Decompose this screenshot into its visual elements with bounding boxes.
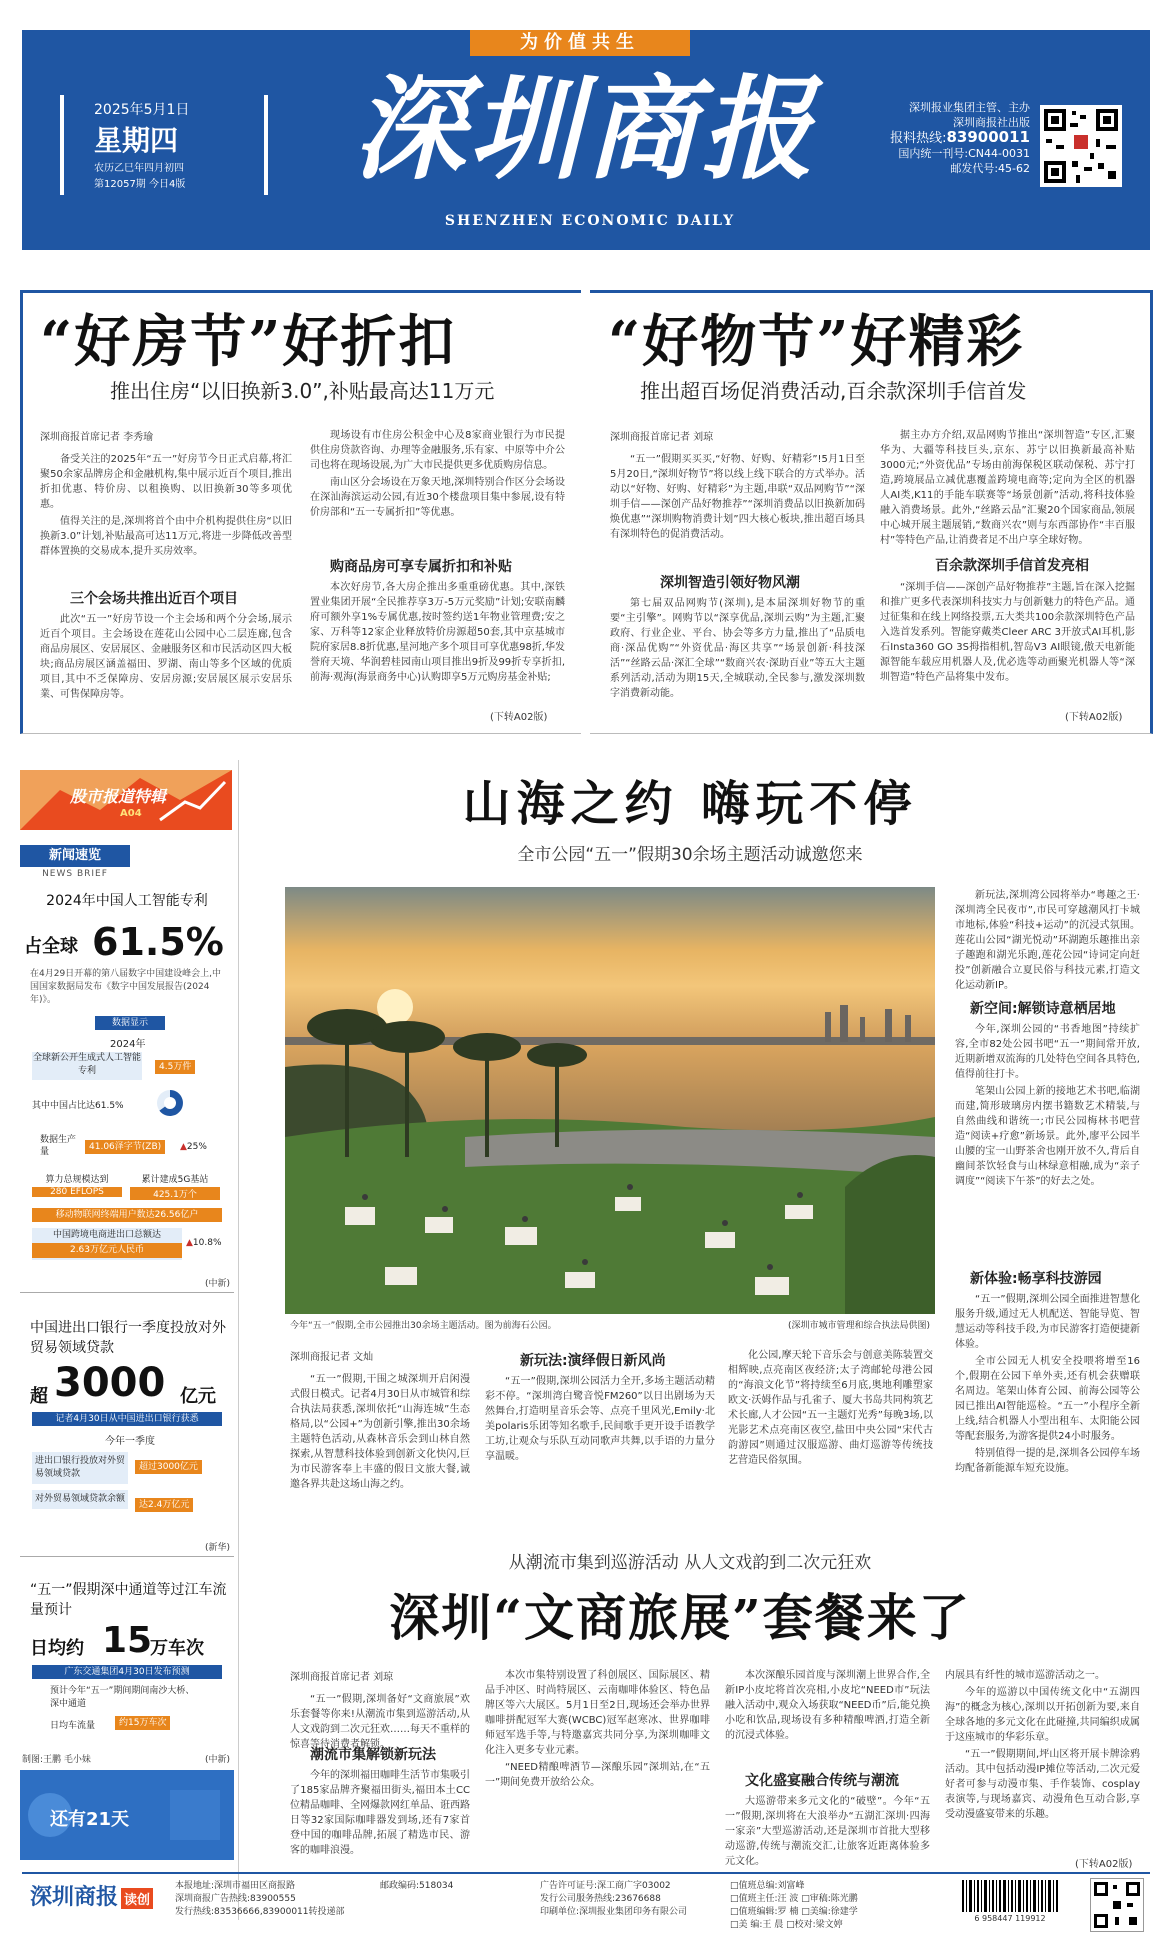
tourism-story-paragraph: 大巡游带来多元文化的“破壁”。今年“五一”假期,深圳将在大浪举办“五湖汇深圳·四海一家亲”大型巡游活动,还是深圳市首批大型移动巡游,传统与潮流交汇,让旅客近距离体验多元文化。 xyxy=(725,1796,930,1867)
china-share-pie-icon xyxy=(155,1088,185,1118)
countdown-text: 还有21天 xyxy=(50,1809,130,1830)
tourism-story-col1-top xyxy=(290,1692,470,1750)
5g-station-value: 425.1万个 xyxy=(130,1187,220,1200)
ai-patent-stat xyxy=(20,920,234,964)
5g-station-box xyxy=(130,1172,220,1200)
story2-paragraph: “五一”假期买买买,“好物、好购、好精彩”!5月1日至5月20日,“深圳好物节”将以线上线下联合的方式举办。活动以“好物、好购、好精彩”为主题,串联“双品网购节”“深圳手信——深创产品好物推荐”“深圳消费品以旧换新加码焕优惠”“深圳购物消费计划”四大核心板块,推出超百场具有深圳特色的促消费活动。 xyxy=(610,454,865,540)
traffic-row2-label: 日均车流量 xyxy=(50,1721,96,1731)
story1-col1-bottom xyxy=(40,612,292,722)
park-story-headline[interactable]: 山海之约 嗨玩不停 xyxy=(462,776,918,832)
footer-service-line: 发行公司服务热线:23676688 xyxy=(540,1894,661,1904)
story1-paragraph: 南山区分会场设在万象天地,深圳特别合作区分会场设在深汕海滨运动公园,有近30个楼盘项目集中参展,设有特价房部和“五一专属折扣”等优惠。 xyxy=(310,477,565,518)
hotline-number: 83900011 xyxy=(946,128,1030,146)
park-story-paragraph: 笔架山公园上新的接地艺术书吧,临湖而建,简形玻璃房内摆书籍数艺术精装,与自然曲线和谐统一;市民公园梅林书吧营造“阅读+疗愈”新场景。此外,廖平公园半山腰的宝一山野茶舍也刚开放不久,背后自幽间茶饮轻食与山林绿意相融,成为“亲子调度”“阅读下午茶”的好去之处。 xyxy=(955,1086,1140,1187)
park-story-col4-bottom xyxy=(955,1292,1140,1532)
footer-editor-line: □值班总编:刘富峰 xyxy=(730,1881,805,1891)
tourism-story-headline[interactable]: 深圳“文商旅展”套餐来了 xyxy=(389,1588,971,1647)
ai-gen-patent-value: 4.5万件 xyxy=(155,1060,195,1074)
source-tag: (中新) xyxy=(205,1755,231,1765)
bank-loan-title: 中国进出口银行一季度投放对外贸易领域贷款 xyxy=(30,1320,226,1356)
footer-license xyxy=(540,1880,720,1919)
newspaper-logo: 深圳商报 xyxy=(353,64,817,195)
tourism-story-col3-bottom xyxy=(725,1794,930,1868)
publisher-line-2: 深圳商报社出版 xyxy=(953,116,1030,129)
photo-credit: (深圳市城市管理和综合执法局供图) xyxy=(787,1321,930,1331)
tourism-story-continued[interactable]: (下转A02版) xyxy=(1075,1859,1133,1870)
park-story-col3 xyxy=(728,1348,933,1532)
chart-credit: 制图:王鹏 毛小妹 xyxy=(22,1755,91,1765)
story2-byline: 深圳商报首席记者 刘琼 xyxy=(610,432,714,443)
tourism-story-col3-top xyxy=(725,1668,930,1768)
issue-date: 2025年5月1日 xyxy=(94,102,190,118)
hotline xyxy=(880,130,1030,146)
park-story-paragraph: “五一”假期,深圳公园全面推进智慧化服务升级,通过无人机配送、智能导览、智慧运动等科技手段,为市民游客打造便捷新体验。 xyxy=(955,1294,1140,1350)
tourism-story-subtitle-a: 潮流市集解锁新玩法 xyxy=(310,1747,436,1763)
stock-report-banner[interactable] xyxy=(20,770,232,830)
story1-subhead: 推出住房“以旧换新3.0”,补贴最高达11万元 xyxy=(110,379,495,403)
story2-paragraph: 据主办方介绍,双品网购节推出“深圳智造”专区,汇聚华为、大疆等科技巨头,京东、苏宁以旧换新最高补贴3000元;“外资优品”专场由前海保税区联动保税、苏宁打造,跨境展品立减优惠覆盖跨境电商等;定向为全区的机器人AI类,K11的手能车联赛等“场景创新”活动,将科技体验融入消费场景。此外,“丝路云品”汇聚20个国家商品,领展中心城开展主题展销,“数商兴农”则与东西部协作“丰百服村”等特色产品,让消费者足不出户享全球好物。 xyxy=(880,430,1135,546)
issue-number: 第12057期 今日4版 xyxy=(94,179,186,190)
story1-col1-top xyxy=(40,452,292,587)
china-share-label: 其中中国占比达61.5% xyxy=(32,1101,124,1111)
5g-station-label: 累计建成5G基站 xyxy=(141,1175,209,1185)
compute-power-label: 算力总规模达到 xyxy=(45,1175,109,1185)
footer-editor-line: □值班编辑:罗 楠 □美编:徐建学 xyxy=(730,1907,858,1917)
footer-address xyxy=(175,1880,375,1919)
news-brief-english: NEWS BRIEF xyxy=(42,869,108,879)
story2-continued[interactable]: (下转A02版) xyxy=(1065,712,1123,723)
footer-logo xyxy=(30,1880,160,1910)
photo-caption xyxy=(290,1318,930,1331)
story2-col2-bottom xyxy=(880,580,1135,708)
cross-border-label: 中国跨境电商进出口总额达 xyxy=(52,1230,161,1240)
photo-caption-text: 今年“五一”假期,全市公园推出30余场主题活动。图为前海石公园。 xyxy=(290,1321,557,1331)
story1-continued[interactable]: (下转A02版) xyxy=(490,712,548,723)
story2-paragraph: 第七届双品网购节(深圳),是本届深圳好物节的重要“主引擎”。网购节以“深享优品,深圳云购”为主题,汇聚政府、行业企业、平台、协会等多方力量,推出了“品质电商·深品优购”“外资优品·海区共享”“场景创新·科技深活”“丝路云品·深汇全球”“数商兴农·深助百业”等五大主题系列活动,活动为期15天,全城联动,全民参与,激发深圳数字消费新动能。 xyxy=(610,598,865,699)
tourism-story-paragraph: “五一”假期,深圳备好“文商旅展”欢乐套餐等你来!从潮流市集到巡游活动,从人文戏韵到二次元狂欢……每天不重样的惊喜等待消费者解锁。 xyxy=(290,1694,470,1750)
traffic-title: “五一”假期深中通道等过江车流量预计 xyxy=(30,1582,227,1618)
tourism-story-paragraph: 今年的深圳福田咖啡生活节市集吸引了185家品牌齐聚福田街头,福田本土CC位精品咖啡、全网爆款网红单品、诳西路日等32家国际咖啡器发到场,还有7家首登中国的咖啡品牌,拓展了精选市民、游客的咖啡浪漫。 xyxy=(290,1770,470,1856)
footer-license-line: 广告许可证号:深工商广字03002 xyxy=(540,1881,671,1891)
park-story-col2 xyxy=(485,1374,715,1532)
story2-col1-bottom xyxy=(610,596,865,721)
park-story-paragraph: 今年,深圳公园的“书香地图”持续扩容,全市82处公园书吧“五一”期间常开放,近期新增双流海的几处特色空间各具特色,值得前往打卡。 xyxy=(955,1024,1140,1080)
story2-subtitle-b: 百余款深圳手信首发亮相 xyxy=(935,558,1089,574)
tourism-story-col4 xyxy=(945,1668,1140,1854)
data-production-value: 41.06泽字节(ZB) xyxy=(85,1140,165,1154)
footer-editor-line: □美 编:王 晨 □校对:梁文婷 xyxy=(730,1920,843,1930)
footer-postcode: 邮政编码:518034 xyxy=(380,1881,454,1891)
tourism-story-paragraph: 本次深酿乐园首度与深圳潮上世界合作,全新IP小皮坨将首次亮相,小皮坨“NEED市”玩法融入活动中,观众入场获取“NEED币”后,能兑换小吃和饮品,现场设有多种精酿啤酒,打造全新的沉浸式体验。 xyxy=(725,1670,930,1741)
story2-subtitle-a: 深圳智造引领好物风潮 xyxy=(660,575,800,591)
data-production-label: 数据生产量 xyxy=(40,1135,77,1157)
data-production-growth-value: 25% xyxy=(186,1142,207,1152)
story1-paragraph: 值得关注的是,深圳将首个由中介机构提供住房“以旧换新3.0”计划,补贴最高可达11万元,将进一步降低改善型群体置换的交易成本,提升买房效率。 xyxy=(40,516,292,557)
newspaper-logo-english: SHENZHEN ECONOMIC DAILY xyxy=(444,213,736,229)
ai-patent-note: 在4月29日开幕的第八届数字中国建设峰会上,中国国家数据局发布《数字中国发展报告(2024年)》。 xyxy=(30,969,222,1005)
tourism-story-kicker: 从潮流市集到巡游活动 从人文戏韵到二次元狂欢 xyxy=(508,1553,872,1573)
story1-paragraph: 本次好房节,各大房企推出多重重磅优惠。其中,深铁置业集团开展“全民推荐享3万-5万元奖励”计划;安联南麟府可额外享1%专属优惠,按时签约送1年物业管理费;安之家、万科等12家企业释放特价房源超50套,其中京基城市院府家居8.8折优惠,星河地产多个项目可享优惠98折,华发誉府天境、华润碧桂园南山项目推出9折及99折专享折扣,前海·观海(海景商务中心)认购即享5万元购房基金补贴; xyxy=(310,582,565,683)
footer-editor-line: □值班主任:汪 波 □审稿:陈光鹏 xyxy=(730,1894,858,1904)
bank-row1-value: 超过3000亿元 xyxy=(135,1460,202,1474)
tourism-story-paragraph: 本次市集特别设置了科创展区、国际展区、精品手冲区、时尚特展区、云南咖啡体验区、特色品牌区等六大展区。5月1日至2日,现场还会举办世界咖啡拼配冠军大赛(WCBC)冠军赵寒冰、世界咖啡师冠军选手等,与特邀嘉宾共同分享,为深圳咖啡文化注入更多专业元素。 xyxy=(485,1670,710,1756)
barcode-number: 6 958447 119912 xyxy=(974,1914,1046,1923)
data-production-growth: ▲25% xyxy=(180,1142,207,1152)
issue-weekday: 星期四 xyxy=(94,124,179,157)
story1-subtitle-b: 购商品房可享专属折扣和补贴 xyxy=(330,559,512,575)
news-brief-title: 新闻速览 xyxy=(20,845,130,867)
footer-printer-line: 印刷单位:深圳报业集团印务有限公司 xyxy=(540,1907,688,1917)
publisher-info xyxy=(880,100,1030,176)
story1-subtitle-a: 三个会场共推出近百个项目 xyxy=(70,591,238,607)
tourism-story-paragraph: 内展具有纤性的城市巡游活动之一。 xyxy=(945,1670,1105,1681)
tourism-story-col2 xyxy=(485,1668,710,1868)
divider xyxy=(20,1556,234,1557)
data-year: 2024年 xyxy=(110,1039,146,1050)
park-story-col4-mid xyxy=(955,1022,1140,1262)
countdown-banner[interactable] xyxy=(20,1770,234,1860)
tourism-story-col1-bottom xyxy=(290,1768,470,1868)
ai-gen-patent-box xyxy=(32,1052,142,1080)
bank-quarter: 今年一季度 xyxy=(105,1436,155,1447)
bank-row2-label: 对外贸易领域贷款余额 xyxy=(32,1490,128,1509)
stock-report-title: 股市报道特辑 xyxy=(70,787,167,806)
ai-patent-value: 61.5% xyxy=(92,920,224,964)
story1-col2-bottom xyxy=(310,580,565,708)
traffic-prefix: 日均约 xyxy=(30,1638,84,1659)
post-code: 邮发代号:45-62 xyxy=(950,162,1030,175)
traffic-value: 15 xyxy=(102,1620,153,1661)
ai-patent-prefix: 占全球 xyxy=(24,936,78,957)
story2-col2-top xyxy=(880,428,1135,553)
bank-loan-value: 3000 xyxy=(54,1360,166,1406)
footer-logo-badge: 读创 xyxy=(121,1888,153,1909)
source-tag: (中新) xyxy=(205,1279,231,1289)
park-story-paragraph: 特别值得一提的是,深圳各公园停车场均配备新能源车短充设施。 xyxy=(955,1448,1140,1474)
story1-paragraph: 现场设有市住房公积金中心及8家商业银行为市民提供住房贷款咨询、办理等金融服务,乐有家、中原等中介公司也将在现场设展,为广大市民提供更多优质购房信息。 xyxy=(310,430,565,471)
bank-loan-prefix: 超 xyxy=(30,1386,48,1407)
story1-paragraph: 备受关注的2025年“五一”好房节今日正式启幕,将汇聚50余家品牌房企和金融机构,集中展示近百个项目,推出折扣优惠、特价房、以租换购、以旧换新30等多项优惠。 xyxy=(40,454,292,510)
park-story-subtitle-b: 新空间:解锁诗意栖居地 xyxy=(970,1001,1116,1017)
park-story-paragraph: 全市公园无人机安全投喂将增至16个,假期在公园下单外卖,还有机会获赠联名周边。笔架山体育公园、前海公园等公园已推出AI智能巡检。“五一”小程序全新上线,结合机器人小型出租车、太阳能公园等配套服务,为游客提供24小时服务。 xyxy=(955,1356,1140,1442)
bank-loan-stat xyxy=(20,1360,234,1408)
tourism-story-paragraph: “五一”假期期间,坪山区将开展卡牌涂鸦活动。其中包括动漫IP摊位等活动,二次元爱好者可参与动漫市集、手作装饰、cosplay表演等,与现场嘉宾、动漫角色互动合影,享受动漫盛宴带来的乐趣。 xyxy=(945,1749,1140,1820)
story1-col2-top xyxy=(310,428,565,558)
source-tag: (新华) xyxy=(205,1543,231,1553)
traffic-unit: 万车次 xyxy=(150,1638,204,1659)
story1-byline: 深圳商报首席记者 李秀瑜 xyxy=(40,432,154,443)
footer-distribution-line: 发行热线:83536666,83900011转投递部 xyxy=(175,1907,345,1917)
footer-qr-code-icon[interactable] xyxy=(1090,1878,1144,1932)
park-story-paragraph: “五一”假期,深圳公园活力全开,多场主题活动精彩不停。“深圳湾白鹭音悦FM260”以日出剧场为天然舞台,打造明星音乐会等、点亮千里风光,Emily·北美polaris乐团等知名歌手,民间歌手更开设手语教学工坊,让观众与乐队互动同歌声共舞,以手语的力量分享温暖。 xyxy=(485,1376,715,1462)
story2-subhead: 推出超百场促消费活动,百余款深圳手信首发 xyxy=(640,379,1027,403)
qr-code-icon[interactable] xyxy=(1040,105,1122,187)
date-box xyxy=(60,95,268,195)
park-story-paragraph: 新玩法,深圳湾公园将举办“粤趣之王·深圳湾全民夜市”,市民可穿越潮风打卡城市地标,体验“科技+运动”的沉浸式氛围。莲花山公园“湖光悦动”环湖跑乐趣推出亲子趣跑和湖光乐跑,莲花公园“诗词定向赶投”创新融合立夏民俗与科技元素,打造文化运动新IP。 xyxy=(955,890,1140,991)
traffic-stat xyxy=(20,1620,234,1660)
compute-power-box xyxy=(32,1172,122,1197)
hotline-label: 报料热线: xyxy=(890,131,947,146)
park-story-byline: 深圳商报记者 文灿 xyxy=(290,1352,374,1363)
park-story-subtitle-c: 新体验:畅享科技游园 xyxy=(970,1271,1102,1287)
park-story-col1 xyxy=(290,1372,470,1532)
compute-power-value: 280 EFLOPS xyxy=(32,1187,122,1197)
park-sunset-photo[interactable] xyxy=(285,887,935,1314)
traffic-note: 广东交通集团4月30日发布预测 xyxy=(32,1665,222,1679)
ai-gen-patent-label: 全球新公开生成式人工智能专利 xyxy=(32,1053,141,1076)
barcode-icon xyxy=(960,1880,1060,1922)
tourism-story-paragraph: “NEED精酿啤酒节—深酿乐园”深圳站,在“五一”期间免费开放给公众。 xyxy=(485,1762,710,1788)
cross-border-box xyxy=(32,1228,182,1260)
park-story-paragraph: 化公园,摩天轮下音乐会与创意美陈装置交相辉映,点亮南区夜经济;太子湾邮轮母港公园的“海浪文化节”将持续至6月底,奥地利雕塑家欧文·沃姆作品与孔雀子、厦大书岛共同构筑艺术长廊,人才公园“五一主题灯光秀”每晚3场,以光影艺术点亮南区夜空,盐田中央公园“宋代古韵游园”则通过汉服巡游、曲灯巡游等传统技艺营造民俗氛围。 xyxy=(728,1350,933,1466)
cn-number: 国内统一刊号:CN44-0031 xyxy=(898,147,1030,160)
footer-editors xyxy=(730,1880,955,1932)
footer-logo-text: 深圳商报 xyxy=(30,1884,119,1910)
traffic-row2-value: 约15万车次 xyxy=(115,1716,170,1730)
ai-patent-title: 2024年中国人工智能专利 xyxy=(46,893,208,909)
footer-ad-line: 深圳商报广告热线:83900555 xyxy=(175,1894,296,1904)
story1-paragraph: 此次“五一”好房节设一个主会场和两个分会场,展示近百个项目。主会场设在莲花山公园中心二层连廊,包含商品房展区、安居展区、金融服务区和市民活动区四大板块;商品房展区涵盖福田、罗湖、南山等多个区域的优质项目,其中不乏保障房、安居房源;安居展区展示安居乐業、可售保障房等。 xyxy=(40,614,292,700)
park-story-paragraph: “五一”假期,干围之城深圳开启闲漫式假日模式。记者4月30日从市城管和综合执法局获悉,深圳依托“山海连城”生态格局,以“公园+”为创新引擎,推出30余场主题特色活动,从森林音乐会到山林自然探索,从智慧科技体验到创新文化快闪,巨为市民游客奉上丰盛的假日文旅大餐,诚邀各界共赴这场山海之约。 xyxy=(290,1374,470,1490)
bank-loan-unit: 亿元 xyxy=(180,1386,216,1407)
bank-loan-note: 记者4月30日从中国进出口银行获悉 xyxy=(32,1412,222,1426)
story2-paragraph: “深圳手信——深创产品好物推荐”主题,旨在深入挖掘和推广更多代表深圳科技实力与创新魅力的特色产品。通过征集和在线上网络投票,五大类共100余款深圳特色产品入选首发系列。智能穿戴类Cleer ARC 3开放式AI耳机,影石Insta360 GO 3S拇指相机,智岛V3 AI眼镜,傲天电新能源智能车载应用机器人及,优必选等动画聚光机器人等“深圳智造”特色产品将集中发布。 xyxy=(880,582,1135,683)
bank-row1-label: 进出口银行投放对外贸易领域贷款 xyxy=(32,1452,128,1484)
stock-report-page: A04 xyxy=(120,808,142,819)
story1-headline[interactable]: “好房节”好折扣 xyxy=(40,309,457,375)
cross-border-growth: ▲10.8% xyxy=(186,1238,222,1248)
masthead-slogan: 为价值共生 xyxy=(470,30,690,56)
tourism-story-byline: 深圳商报首席记者 刘琼 xyxy=(290,1672,394,1683)
story2-headline[interactable]: “好物节”好精彩 xyxy=(608,309,1025,375)
cross-border-growth-value: 10.8% xyxy=(192,1238,222,1248)
traffic-row1: 预计今年“五一”期间期间南沙大桥、深中通道 xyxy=(50,1686,195,1709)
iot-users: 移动物联网终端用户数达26.56亿户 xyxy=(32,1208,222,1222)
park-story-col4-top xyxy=(955,888,1140,993)
data-label: 数据显示 xyxy=(95,1016,165,1030)
footer-address-line: 本报地址:深圳市福田区商报路 xyxy=(175,1881,296,1891)
cross-border-value: 2.63万亿元人民币 xyxy=(32,1243,182,1258)
park-story-subtitle-a: 新玩法:演绎假日新风尚 xyxy=(520,1353,666,1369)
story2-col1-top xyxy=(610,452,865,570)
bank-row2-value: 达2.4万亿元 xyxy=(135,1498,193,1512)
publisher-line: 深圳报业集团主管、主办 xyxy=(909,101,1030,114)
lunar-date: 农历乙巳年四月初四 xyxy=(94,163,184,174)
tourism-story-subtitle-b: 文化盛宴融合传统与潮流 xyxy=(745,1773,899,1789)
tourism-story-paragraph: 今年的巡游以中国传统文化中“五湖四海”的概念为核心,深圳以开拓创新为要,来自全球各地的多元文化在此碰撞,共同编织成属于这座城市的华彩乐章。 xyxy=(945,1687,1140,1743)
park-story-subhead: 全市公园“五一”假期30余场主题活动诚邀您来 xyxy=(517,845,863,865)
divider xyxy=(20,1292,234,1293)
